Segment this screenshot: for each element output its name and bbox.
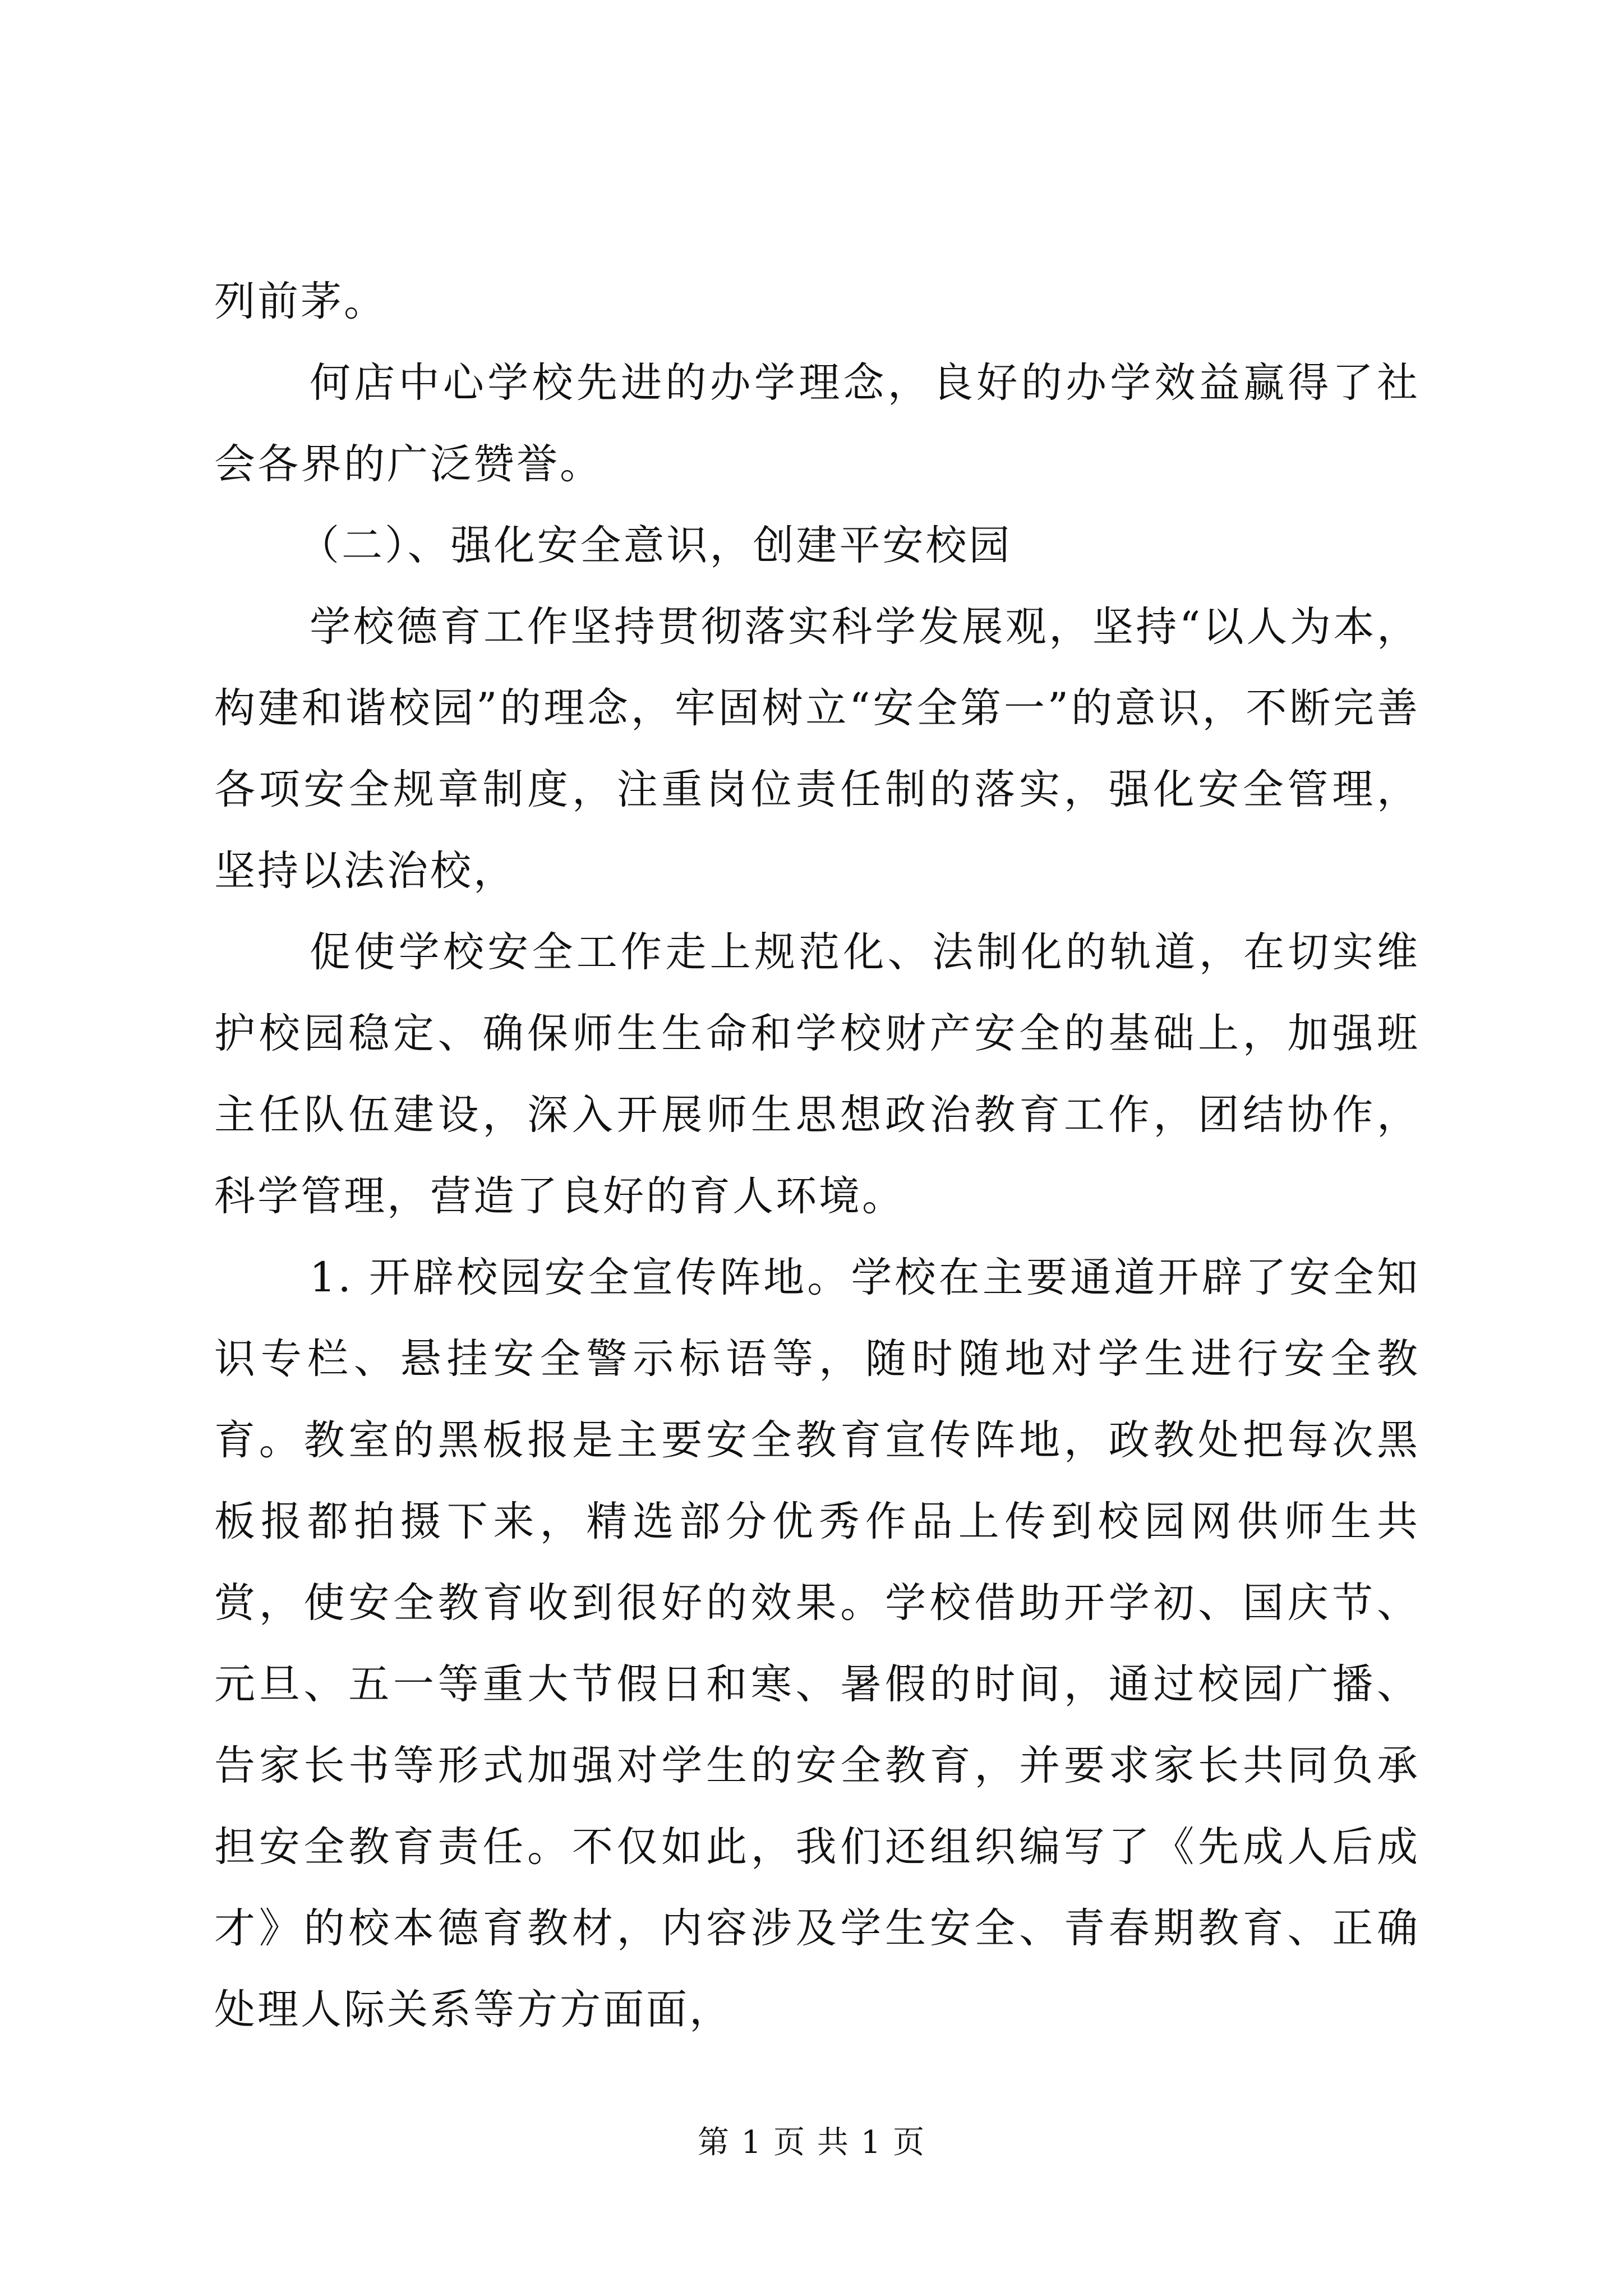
paragraph-moral-education: 学校德育工作坚持贯彻落实科学发展观，坚持“以人为本，构建和谐校园”的理念，牢固树立“安全第一”的意识，不断完善各项安全规章制度，注重岗位责任制的落实，强化安全管理，坚持以法治校， bbox=[214, 603, 1420, 895]
paragraph-continuation: 列前茅。 bbox=[214, 278, 387, 325]
paragraph-school-reputation: 何店中心学校先进的办学理念，良好的办学效益赢得了社会各界的广泛赞誉。 bbox=[214, 359, 1420, 488]
document-body bbox=[214, 261, 1420, 2050]
section-heading: （二）、强化安全意识，创建平安校园 bbox=[298, 522, 1012, 569]
paragraph-safety-publicity: 1. 开辟校园安全宣传阵地。学校在主要通道开辟了安全知识专栏、悬挂安全警示标语等，随时随地对学生进行安全教育。教室的黑板报是主要安全教育宣传阵地，政教处把每次黑板报都拍摄下来，精选部分优秀作品上传到校园网供师生共赏，使安全教育收到很好的效果。学校借助开学初、国庆节、元旦、五一等重大节假日和寒、暑假的时间，通过校园广播、告家长书等形式加强对学生的安全教育，并要求家长共同负承担安全教育责任。不仅如此，我们还组织编写了《先成人后成才》的校本德育教材，内容涉及学生安全、青春期教育、正确处理人际关系等方方面面， bbox=[214, 1254, 1420, 2033]
page-footer: 第 1 页 共 1 页 bbox=[697, 2124, 926, 2161]
paragraph-safety-work: 促使学校安全工作走上规范化、法制化的轨道，在切实维护校园稳定、确保师生生命和学校财产安全的基础上，加强班主任队伍建设，深入开展师生思想政治教育工作，团结协作，科学管理，营造了良好的育人环境。 bbox=[214, 928, 1420, 1220]
